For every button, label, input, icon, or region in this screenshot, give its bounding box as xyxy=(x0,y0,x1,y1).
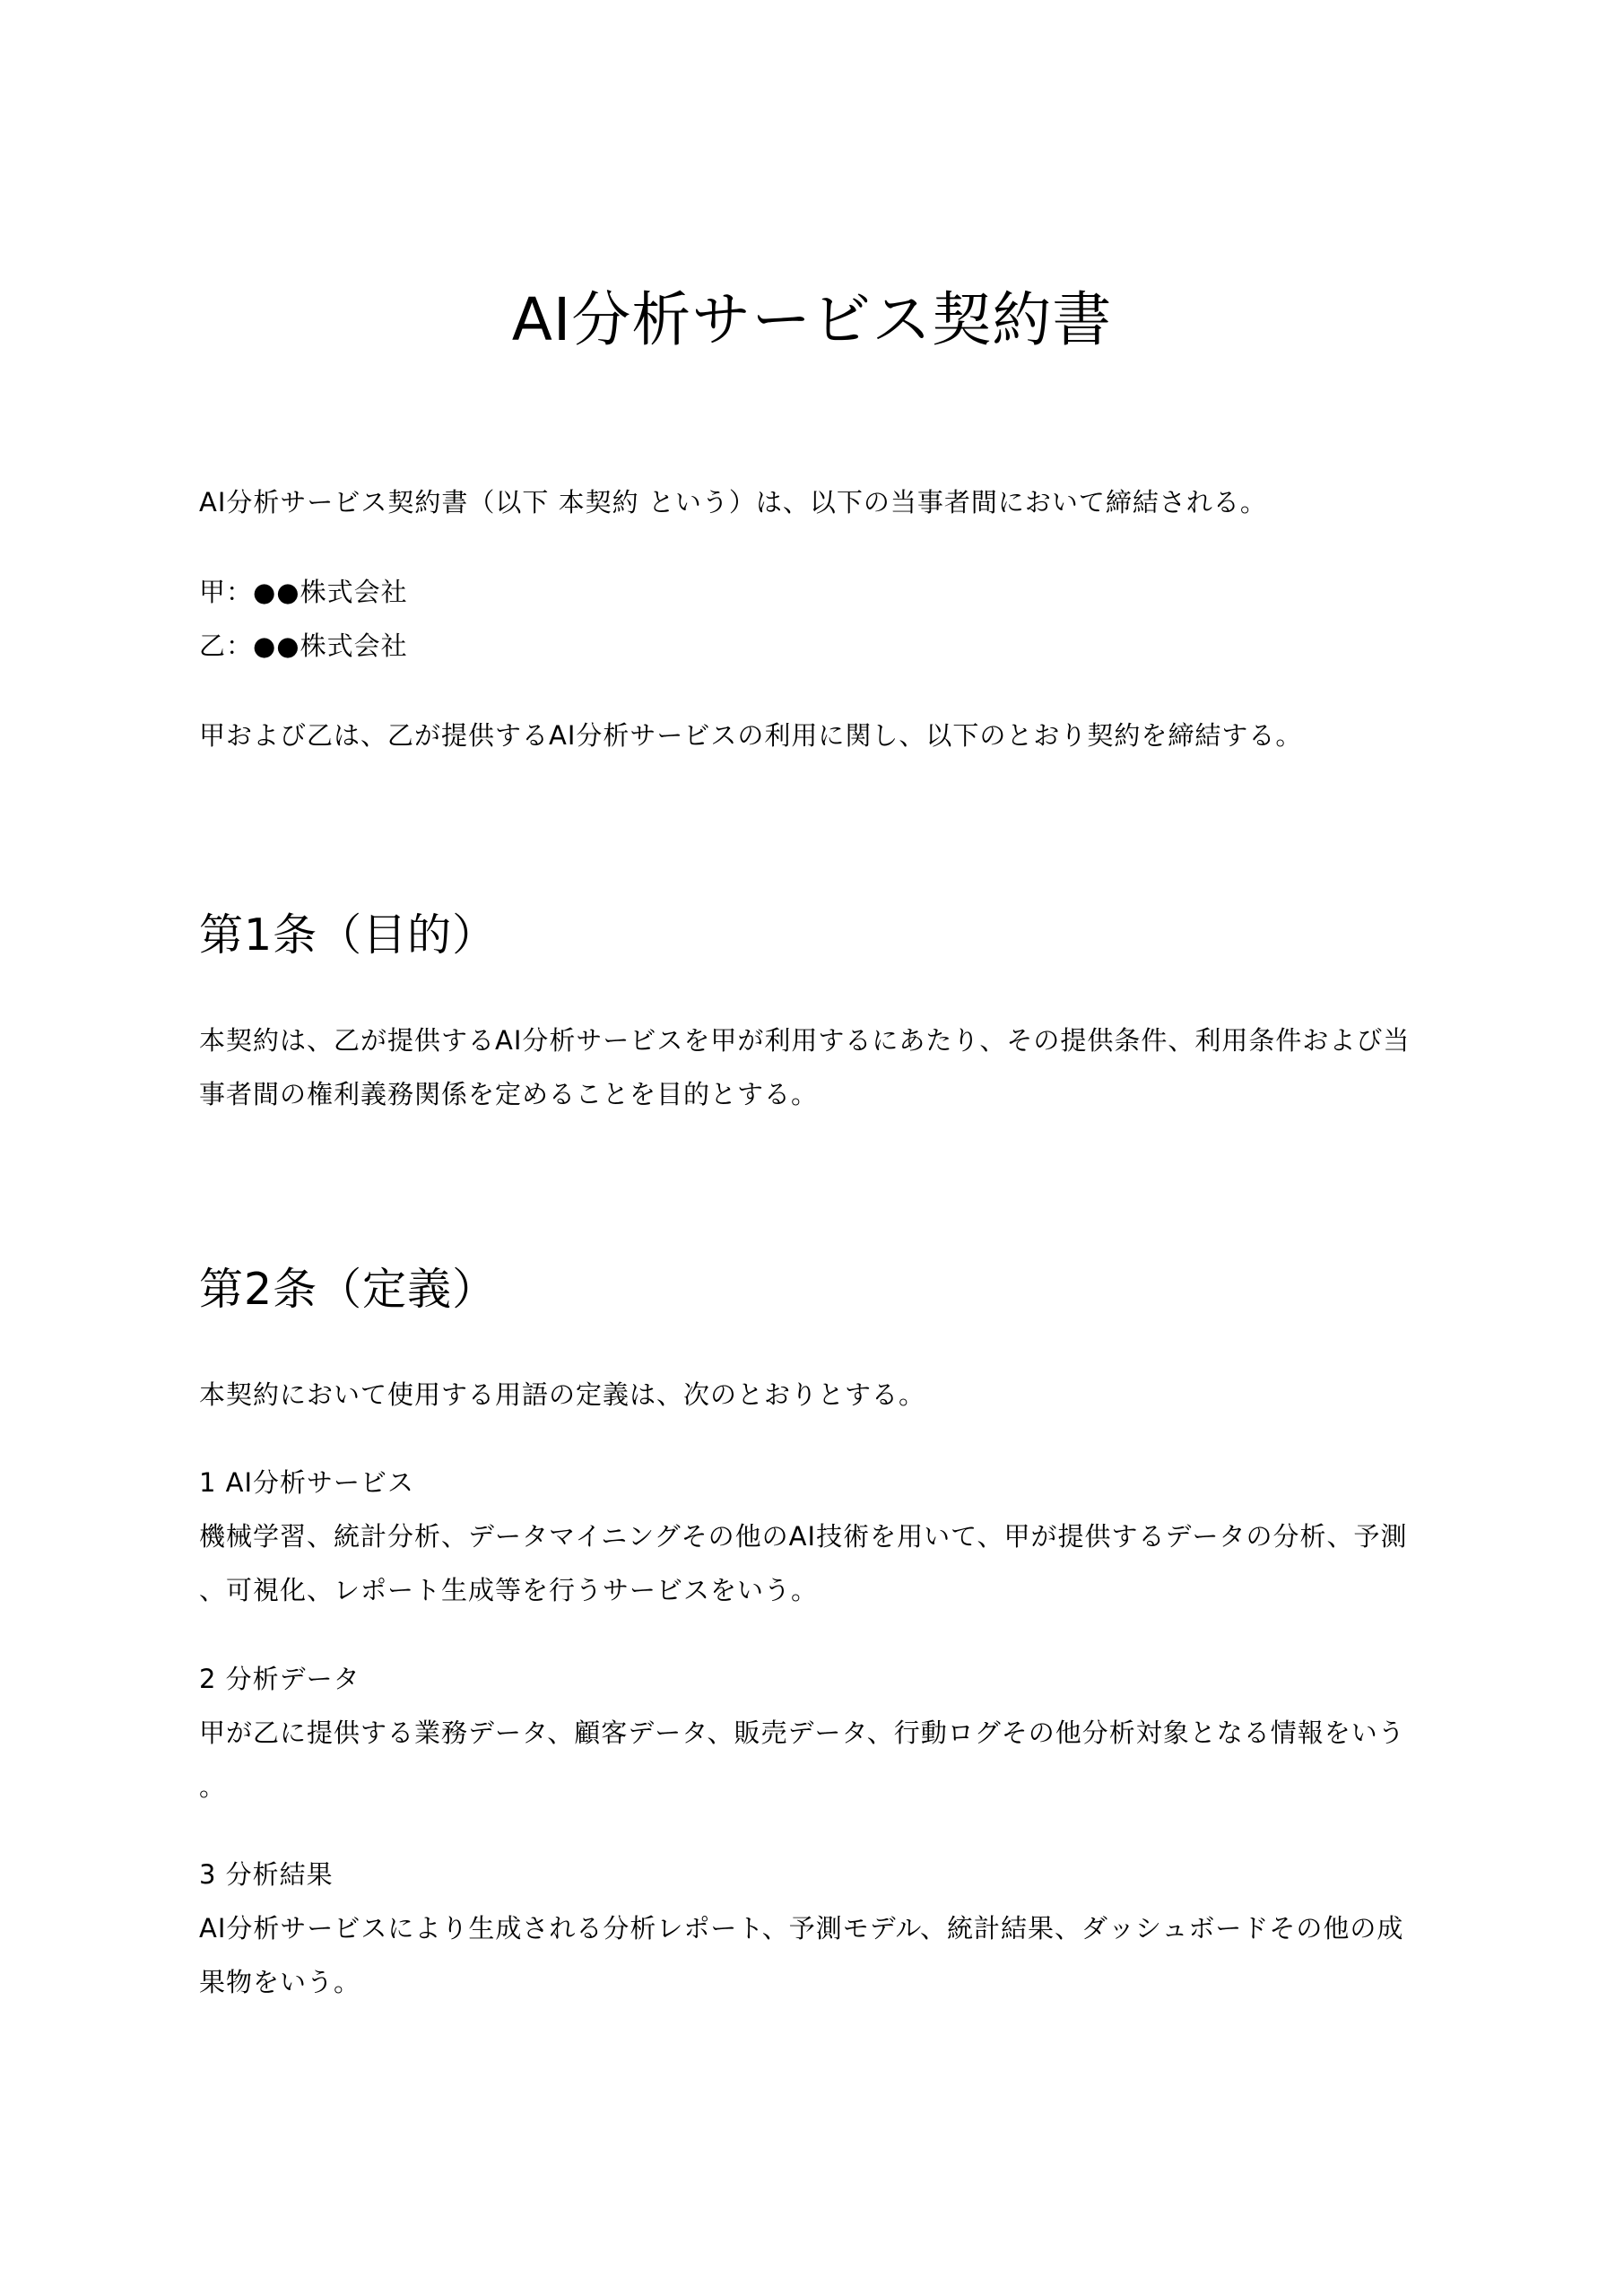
document-title: AI分析サービス契約書 xyxy=(511,285,1113,354)
article-1-text-line-1: 本契約は、乙が提供するAI分析サービスを甲が利用するにあたり、その提供条件、利用条件および当 xyxy=(199,1025,1411,1056)
definition-2-term: 2 分析データ xyxy=(199,1664,360,1694)
definition-3-text-line-2: 果物をいう。 xyxy=(199,1967,361,1997)
definition-2-text-line-2: 。 xyxy=(199,1771,227,1802)
article-2-intro: 本契約において使用する用語の定義は、次のとおりとする。 xyxy=(199,1379,926,1410)
definition-2-text-line-1: 甲が乙に提供する業務データ、顧客データ、販売データ、行動ログその他分析対象となる情報をいう xyxy=(199,1718,1405,1748)
party-b-line: 乙：●●株式会社 xyxy=(199,631,408,661)
article-1-heading: 第1条（目的） xyxy=(199,909,498,961)
definition-3-text-line-1: AI分析サービスにより生成される分析レポート、予測モデル、統計結果、ダッシュボードその他の成 xyxy=(199,1913,1404,1944)
party-a-line: 甲：●●株式会社 xyxy=(199,577,408,607)
article-2-heading: 第2条（定義） xyxy=(199,1264,498,1315)
definition-1-text-line-1: 機械学習、統計分析、データマイニングその他のAI技術を用いて、甲が提供するデータの分析、予測 xyxy=(199,1521,1408,1552)
definition-1-text-line-2: 、可視化、レポート生成等を行うサービスをいう。 xyxy=(199,1575,819,1605)
article-1-text-line-2: 事者間の権利義務関係を定めることを目的とする。 xyxy=(199,1079,819,1109)
intro-paragraph: AI分析サービス契約書（以下 本契約 という）は、以下の当事者間において締結される。 xyxy=(199,487,1267,517)
definition-1-term: 1 AI分析サービス xyxy=(199,1467,415,1498)
agreement-paragraph: 甲および乙は、乙が提供するAI分析サービスの利用に関し、以下のとおり契約を締結する。 xyxy=(199,720,1303,751)
definition-3-term: 3 分析結果 xyxy=(199,1859,334,1890)
